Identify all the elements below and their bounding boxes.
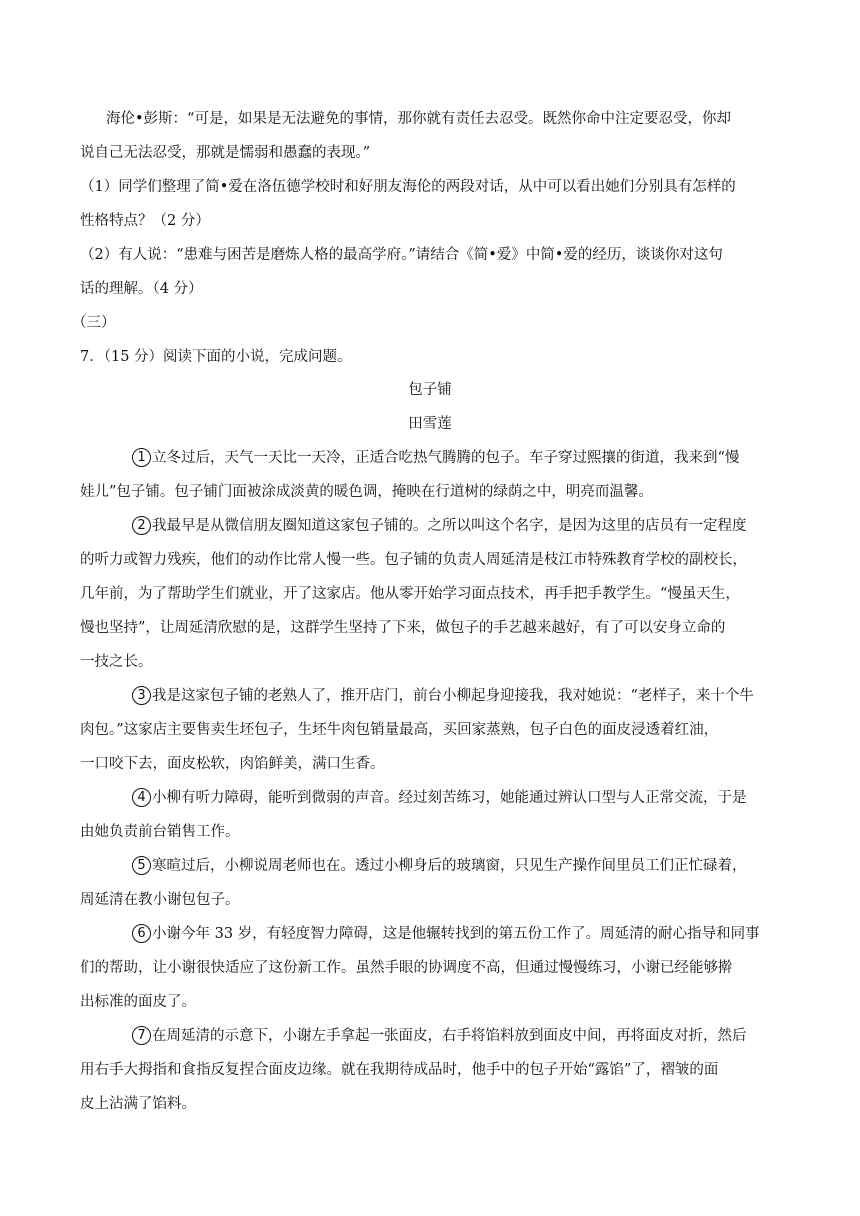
paragraph-1-line-1: 1 立冬过后，天气一天比一天冷，正适合吃热气腾腾的包子。车子穿过熙攘的街道，我来到“慢: [132, 448, 739, 468]
paragraph-5-line-1: 5 寒暄过后，小柳说周老师也在。透过小柳身后的玻璃窗，只见生产操作间里员工们正忙碌着，: [132, 856, 747, 876]
question-1-line-2: 性格特点？（2 分）: [80, 213, 210, 229]
paragraph-4-line-2: 由她负责前台销售工作。: [80, 824, 240, 840]
paragraph-4-line-1: 4 小柳有听力障碍，能听到微弱的声音。经过刻苦练习，她能通过辨认口型与人正常交流，于是: [132, 788, 747, 808]
dialogue-line-2: 说自己无法忍受，那就是懦弱和愚蠢的表现。”: [80, 145, 371, 161]
question-7-prompt: 7．（15 分）阅读下面的小说，完成问题。: [80, 349, 352, 365]
paragraph-2-line-5: 一技之长。: [80, 654, 153, 670]
paragraph-5-line-2: 周延清在教小谢包包子。: [80, 892, 240, 908]
dialogue-line-1: 海伦•彭斯：“可是，如果是无法避免的事情，那你就有责任去忍受。既然你命中注定要忍受，你却: [106, 111, 731, 127]
section-label: （三）: [72, 315, 116, 331]
paragraph-7-line-2: 用右手大拇指和食指反复捏合面皮边缘。就在我期待成品时，他手中的包子开始“露馅”了，褶皱的面: [80, 1062, 719, 1078]
paragraph-3-line-1: 3 我是这家包子铺的老熟人了，推开店门，前台小柳起身迎接我，我对她说：“老样子，来十个牛: [132, 686, 754, 706]
paragraph-number: 1: [132, 448, 151, 467]
paragraph-2-line-4: 慢也坚持”，让周延清欣慰的是，这群学生坚持了下来，做包子的手艺越来越好，有了可以安身立命的: [80, 620, 726, 636]
paragraph-number: 6: [132, 924, 151, 943]
paragraph-7-line-1: 7 在周延清的示意下，小谢左手拿起一张面皮，右手将馅料放到面皮中间，再将面皮对折，然后: [132, 1026, 747, 1046]
paragraph-number: 7: [132, 1026, 151, 1045]
paragraph-2-line-2: 的听力或智力残疾，他们的动作比常人慢一些。包子铺的负责人周延清是枝江市特殊教育学校的副校长，: [80, 552, 747, 568]
paragraph-6-line-3: 出标准的面皮了。: [80, 994, 196, 1010]
paragraph-7-line-3: 皮上沾满了馅料。: [80, 1096, 196, 1112]
question-2-line-1: （2）有人说：“患难与困苦是磨炼人格的最高学府。”请结合《简•爱》中简•爱的经历，谈谈你对这句: [80, 247, 723, 263]
story-author: 田雪莲: [408, 416, 452, 432]
question-1-line-1: （1）同学们整理了简•爱在洛伍德学校时和好朋友海伦的两段对话，从中可以看出她们分别具有怎样的: [80, 179, 736, 195]
question-2-line-2: 话的理解。（4 分）: [80, 281, 203, 297]
paragraph-6-line-1: 6 小谢今年 33 岁，有轻度智力障碍，这是他辗转找到的第五份工作了。周延清的耐心指导和同事: [132, 924, 760, 944]
paragraph-number: 5: [132, 856, 151, 875]
paragraph-1-line-2: 娃儿”包子铺。包子铺门面被涂成淡黄的暖色调，掩映在行道树的绿荫之中，明亮而温馨。: [80, 484, 653, 500]
paragraph-2-line-1: 2 我最早是从微信朋友圈知道这家包子铺的。之所以叫这个名字，是因为这里的店员有一定程度: [132, 516, 747, 536]
paragraph-number: 3: [132, 686, 151, 705]
story-title: 包子铺: [408, 382, 452, 398]
paragraph-2-line-3: 几年前，为了帮助学生们就业，开了这家店。他从零开始学习面点技术，再手把手教学生。“慢虽天生，: [80, 586, 740, 602]
paragraph-6-line-2: 们的帮助，让小谢很快适应了这份新工作。虽然手眼的协调度不高，但通过慢慢练习，小谢已经能够擀: [80, 960, 733, 976]
paragraph-3-line-3: 一口咬下去，面皮松软，肉馅鲜美，满口生香。: [80, 756, 385, 772]
paragraph-3-line-2: 肉包。”这家店主要售卖生坯包子，生坯牛肉包销量最高，买回家蒸熟，包子白色的面皮浸透着红油，: [80, 722, 719, 738]
paragraph-number: 2: [132, 516, 151, 535]
paragraph-number: 4: [132, 788, 151, 807]
